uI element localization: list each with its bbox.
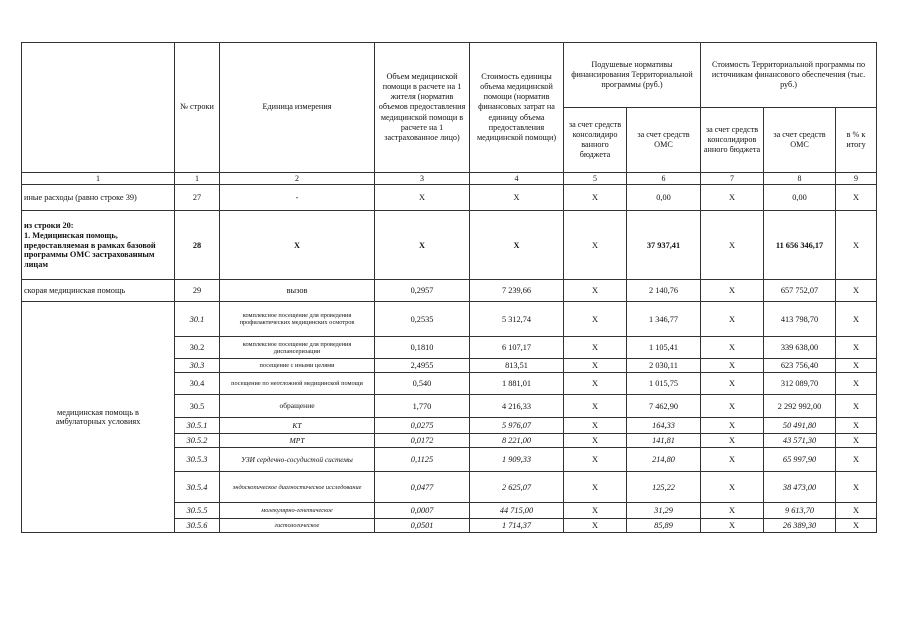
row-volume: 0,0501 bbox=[375, 519, 470, 533]
row-oms-per-capita: 2 030,11 bbox=[627, 359, 701, 373]
row-unit: комплексное посещение для проведения диспансеризации bbox=[220, 337, 375, 359]
row-volume: Х bbox=[375, 185, 470, 211]
row-percent: Х bbox=[836, 472, 877, 503]
row-budget-per-capita: Х bbox=[564, 418, 627, 434]
col-number: 8 bbox=[764, 173, 836, 185]
row-name: скорая медицинская помощь bbox=[22, 280, 175, 302]
row-percent: Х bbox=[836, 211, 877, 280]
row-oms-total: 2 292 992,00 bbox=[764, 395, 836, 418]
row-budget-per-capita: Х bbox=[564, 472, 627, 503]
row-number: 30.5.5 bbox=[175, 503, 220, 519]
header-oms: за счет средств ОМС bbox=[627, 108, 701, 173]
row-budget-total: Х bbox=[701, 337, 764, 359]
column-numbers-row bbox=[22, 173, 877, 185]
row-oms-per-capita: 0,00 bbox=[627, 185, 701, 211]
row-name: иные расходы (равно строке 39) bbox=[22, 185, 175, 211]
row-oms-total: 657 752,07 bbox=[764, 280, 836, 302]
row-budget-total: Х bbox=[701, 395, 764, 418]
row-oms-total: 339 638,00 bbox=[764, 337, 836, 359]
col-number: 9 bbox=[836, 173, 877, 185]
row-unit: комплексное посещение для проведения профилактических медицинских осмотров bbox=[220, 302, 375, 337]
row-oms-per-capita: 31,29 bbox=[627, 503, 701, 519]
table-row bbox=[22, 211, 877, 280]
row-budget-total: Х bbox=[701, 448, 764, 472]
row-volume: 2,4955 bbox=[375, 359, 470, 373]
row-unit-cost: Х bbox=[470, 185, 564, 211]
row-oms-total: 9 613,70 bbox=[764, 503, 836, 519]
row-number: 29 bbox=[175, 280, 220, 302]
row-oms-total: 43 571,30 bbox=[764, 434, 836, 448]
row-volume: 0,2535 bbox=[375, 302, 470, 337]
row-unit-cost: 4 216,33 bbox=[470, 395, 564, 418]
row-budget-total: Х bbox=[701, 280, 764, 302]
row-oms-total: 312 089,70 bbox=[764, 373, 836, 395]
row-unit: гистологическое bbox=[220, 519, 375, 533]
row-budget-per-capita: Х bbox=[564, 395, 627, 418]
row-budget-total: Х bbox=[701, 373, 764, 395]
row-unit-cost: 1 909,33 bbox=[470, 448, 564, 472]
row-unit-cost: 5 976,07 bbox=[470, 418, 564, 434]
row-budget-per-capita: Х bbox=[564, 211, 627, 280]
row-unit-cost: 5 312,74 bbox=[470, 302, 564, 337]
row-unit: посещение с иными целями bbox=[220, 359, 375, 373]
row-unit-cost: 813,51 bbox=[470, 359, 564, 373]
row-unit-cost: 1 714,37 bbox=[470, 519, 564, 533]
row-number: 30.2 bbox=[175, 337, 220, 359]
header-volume: Объем медицинской помощи в расчете на 1 жителя (норматив объемов предоставления медицинской помощи в расчете на 1 застрахованное лицо) bbox=[375, 43, 470, 173]
medical-care-table bbox=[21, 42, 877, 533]
row-budget-total: Х bbox=[701, 359, 764, 373]
row-number: 30.5.4 bbox=[175, 472, 220, 503]
row-budget-total: Х bbox=[701, 302, 764, 337]
row-percent: Х bbox=[836, 519, 877, 533]
col-number: 1 bbox=[22, 173, 175, 185]
row-budget-per-capita: Х bbox=[564, 519, 627, 533]
row-budget-total: Х bbox=[701, 185, 764, 211]
row-volume: 1,770 bbox=[375, 395, 470, 418]
row-name-prefix: из строки 20: bbox=[24, 220, 74, 230]
row-percent: Х bbox=[836, 395, 877, 418]
row-oms-total: 38 473,00 bbox=[764, 472, 836, 503]
row-unit: обращение bbox=[220, 395, 375, 418]
row-unit-cost: 8 221,00 bbox=[470, 434, 564, 448]
header-row-1 bbox=[22, 43, 877, 108]
col-number: 7 bbox=[701, 173, 764, 185]
row-budget-per-capita: Х bbox=[564, 448, 627, 472]
row-percent: Х bbox=[836, 434, 877, 448]
row-oms-per-capita: 85,89 bbox=[627, 519, 701, 533]
row-number: 28 bbox=[175, 211, 220, 280]
row-oms-per-capita: 37 937,41 bbox=[627, 211, 701, 280]
ambulatory-label: медицинская помощь в амбулаторных условиях bbox=[22, 302, 175, 533]
row-name-title: 1. Медицинская помощь, предоставляемая в рамках базовой программы ОМС застрахованным лицам bbox=[24, 230, 156, 270]
row-budget-per-capita: Х bbox=[564, 302, 627, 337]
row-unit: эндоскопическое диагностическое исследование bbox=[220, 472, 375, 503]
row-volume: 0,0477 bbox=[375, 472, 470, 503]
row-percent: Х bbox=[836, 185, 877, 211]
header-program-cost: Стоимость Территориальной программы по источникам финансового обеспечения (тыс. руб.) bbox=[701, 43, 877, 108]
table-row bbox=[22, 302, 877, 337]
row-percent: Х bbox=[836, 280, 877, 302]
col-number: 4 bbox=[470, 173, 564, 185]
row-volume: 0,1810 bbox=[375, 337, 470, 359]
row-oms-total: 0,00 bbox=[764, 185, 836, 211]
row-budget-per-capita: Х bbox=[564, 280, 627, 302]
table-row bbox=[22, 280, 877, 302]
row-unit-cost: 2 625,07 bbox=[470, 472, 564, 503]
row-oms-total: 26 389,30 bbox=[764, 519, 836, 533]
row-percent: Х bbox=[836, 302, 877, 337]
row-budget-total: Х bbox=[701, 418, 764, 434]
row-oms-per-capita: 141,81 bbox=[627, 434, 701, 448]
row-unit-cost: 1 881,01 bbox=[470, 373, 564, 395]
header-unit-cost: Стоимость единицы объема медицинской помощи (норматив финансовых затрат на единицу объема предоставления медицинской помощи) bbox=[470, 43, 564, 173]
col-number: 6 bbox=[627, 173, 701, 185]
row-oms-total: 11 656 346,17 bbox=[764, 211, 836, 280]
row-percent: Х bbox=[836, 337, 877, 359]
row-unit: Х bbox=[220, 211, 375, 280]
row-number: 30.3 bbox=[175, 359, 220, 373]
header-oms-2: за счет средств ОМС bbox=[764, 108, 836, 173]
row-budget-per-capita: Х bbox=[564, 373, 627, 395]
row-volume: 0,1125 bbox=[375, 448, 470, 472]
row-oms-total: 413 798,70 bbox=[764, 302, 836, 337]
row-oms-per-capita: 164,33 bbox=[627, 418, 701, 434]
row-volume: 0,540 bbox=[375, 373, 470, 395]
row-budget-per-capita: Х bbox=[564, 359, 627, 373]
row-budget-total: Х bbox=[701, 519, 764, 533]
row-budget-total: Х bbox=[701, 434, 764, 448]
row-oms-per-capita: 1 015,75 bbox=[627, 373, 701, 395]
row-volume: Х bbox=[375, 211, 470, 280]
row-oms-per-capita: 7 462,90 bbox=[627, 395, 701, 418]
row-name bbox=[22, 211, 175, 280]
col-number: 5 bbox=[564, 173, 627, 185]
header-percent: в % к итогу bbox=[836, 108, 877, 173]
row-oms-per-capita: 1 346,77 bbox=[627, 302, 701, 337]
row-percent: Х bbox=[836, 373, 877, 395]
row-number: 30.5.6 bbox=[175, 519, 220, 533]
row-unit-cost: 44 715,00 bbox=[470, 503, 564, 519]
row-oms-per-capita: 125,22 bbox=[627, 472, 701, 503]
row-oms-per-capita: 1 105,41 bbox=[627, 337, 701, 359]
col-number: 3 bbox=[375, 173, 470, 185]
row-number: 30.5.1 bbox=[175, 418, 220, 434]
row-oms-per-capita: 2 140,76 bbox=[627, 280, 701, 302]
row-unit-cost: 7 239,66 bbox=[470, 280, 564, 302]
row-volume: 0,0275 bbox=[375, 418, 470, 434]
row-number: 30.4 bbox=[175, 373, 220, 395]
row-oms-total: 50 491,80 bbox=[764, 418, 836, 434]
row-oms-total: 623 756,40 bbox=[764, 359, 836, 373]
row-number: 30.5.2 bbox=[175, 434, 220, 448]
col-number: 2 bbox=[220, 173, 375, 185]
row-percent: Х bbox=[836, 503, 877, 519]
row-budget-per-capita: Х bbox=[564, 434, 627, 448]
row-unit: молекулярно-генетическое bbox=[220, 503, 375, 519]
row-volume: 0,2957 bbox=[375, 280, 470, 302]
row-unit: - bbox=[220, 185, 375, 211]
row-budget-per-capita: Х bbox=[564, 185, 627, 211]
header-consolidated-budget: за счет средств консолидиро ванного бюджета bbox=[564, 108, 627, 173]
row-oms-total: 65 997,90 bbox=[764, 448, 836, 472]
row-budget-per-capita: Х bbox=[564, 337, 627, 359]
header-per-capita: Подушевые нормативы финансирования Территориальной программы (руб.) bbox=[564, 43, 701, 108]
col-number: 1 bbox=[175, 173, 220, 185]
row-number: 30.5 bbox=[175, 395, 220, 418]
header-name-cell bbox=[22, 43, 175, 173]
row-percent: Х bbox=[836, 359, 877, 373]
row-number: 27 bbox=[175, 185, 220, 211]
header-row-no: № строки bbox=[175, 43, 220, 173]
row-unit-cost: Х bbox=[470, 211, 564, 280]
row-oms-per-capita: 214,80 bbox=[627, 448, 701, 472]
row-percent: Х bbox=[836, 418, 877, 434]
row-percent: Х bbox=[836, 448, 877, 472]
row-budget-total: Х bbox=[701, 211, 764, 280]
row-unit-cost: 6 107,17 bbox=[470, 337, 564, 359]
row-number: 30.5.3 bbox=[175, 448, 220, 472]
row-unit: КТ bbox=[220, 418, 375, 434]
row-unit: УЗИ сердечно-сосудистой системы bbox=[220, 448, 375, 472]
row-volume: 0,0172 bbox=[375, 434, 470, 448]
row-budget-total: Х bbox=[701, 472, 764, 503]
header-consolidated-budget-2: за счет средств консолидиров анного бюджета bbox=[701, 108, 764, 173]
table-row bbox=[22, 185, 877, 211]
row-volume: 0,0007 bbox=[375, 503, 470, 519]
row-unit: МРТ bbox=[220, 434, 375, 448]
row-budget-per-capita: Х bbox=[564, 503, 627, 519]
row-budget-total: Х bbox=[701, 503, 764, 519]
row-unit: вызов bbox=[220, 280, 375, 302]
row-unit: посещение по неотложной медицинской помощи bbox=[220, 373, 375, 395]
row-number: 30.1 bbox=[175, 302, 220, 337]
header-unit: Единица измерения bbox=[220, 43, 375, 173]
